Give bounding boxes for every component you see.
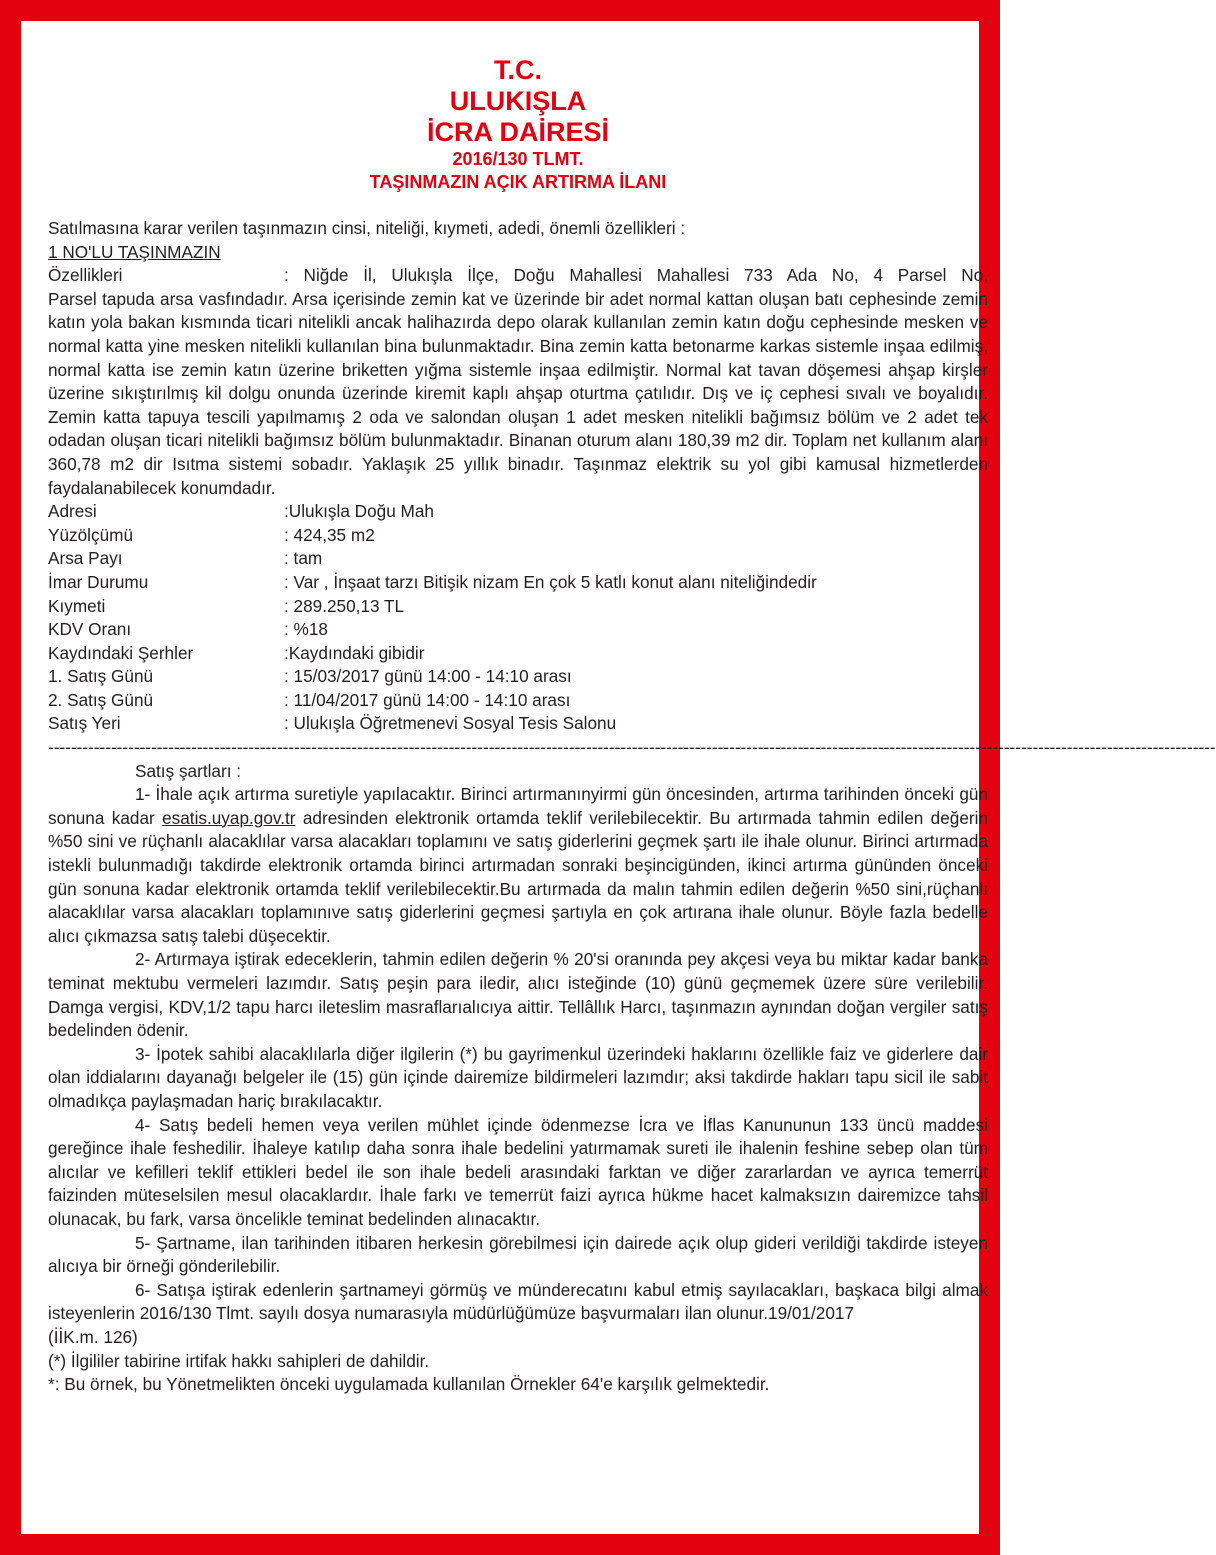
detail-row-vat (48, 618, 988, 642)
detail-label: Satış Yeri (48, 713, 121, 734)
condition-1-text-b: adresinden elektronik ortamda teklif verilebilecektir. Bu artırmada tahmin edilen değerin %50 sini ve rüçhanlı alacaklılar varsa alacakları toplamını ve satış giderlerini geçmek şartı ile ihale olunur. Birinci artırmada istekli bulunmadığı takdirde elektronik ortamda birinci artırmadan sonraki beşincigünden, ikinci artırma gününden önceki gün sonuna kadar elektronik ortamda teklif verilebilecektir.Bu artırmada da malın tahmin edilen değerin %50 sini,rüçhanlı alacaklılar varsa alacakları toplamınıve satış giderlerini geçmesi şartıyla en çok artırana ihale olunur. Böyle fazla bedelle alıcı çıkmazsa satış talebi düşecektir. (48, 807, 989, 946)
header-title: TAŞINMAZIN AÇIK ARTIRMA İLANI (369, 172, 667, 192)
detail-value: : 424,35 m2 (284, 524, 375, 545)
header (48, 55, 988, 194)
detail-label: Adresi (48, 501, 97, 522)
features-label: Özellikleri (48, 265, 123, 286)
detail-value: : 11/04/2017 günü 14:00 - 14:10 arası (284, 689, 571, 710)
detail-row-share (48, 547, 988, 571)
detail-value: : 15/03/2017 günü 14:00 - 14:10 arası (284, 666, 572, 687)
detail-value: :Ulukışla Doğu Mah (284, 501, 434, 522)
detail-label: 1. Satış Günü (48, 666, 154, 687)
features-description: Parsel tapuda arsa vasfındadır. Arsa içerisinde zemin kat ve üzerinde bir adet normal kattan oluşan batı cephesinde zemin katın yola bakan kısmında ticari nitelikli ancak halihazırda depo olarak kullanılan zemin katın doğu cephesinde mesken ve normal katta yine mesken nitelikli kullanılan bina bulunmaktadır. Bina zemin katta betonarme karkas sistemle inşaa edilmiş, normal katta ise zemin katın üzerine briketten yığma sistemle inşaa edilmiştir. Normal kat tavan döşemesi ahşap kirşler üzerine sıkıştırılmış kil dolgu onunda üzerinde kiremit kaplı ahşap oturtma çatılıdır. Dış ve iç cephesi sıvalı ve boyalıdır. Zemin katta tapuya tescili yapılmamış 2 oda ve salondan oluşan 1 adet mesken nitelikli bağımsız bölüm ve 2 adet tek odadan oluşan ticari nitelikli bağımsız bölüm bulunmaktadır. Binanan oturum alanı 180,39 m2 dir. Toplam net kullanım alanı 360,78 m2 dir Isıtma sistemi sobadır. Yaklaşık 25 yıllık binadır. Taşınmaz elektrik su yol gibi kamusal hizmetlerden faydalanabilecek konumdadır. (48, 288, 988, 498)
detail-row-address (48, 500, 988, 524)
esatis-link[interactable]: esatis.uyap.gov.tr (162, 807, 296, 828)
detail-row-annotations (48, 642, 988, 666)
features-first-line: : Niğde İl, Ulukışla İlçe, Doğu Mahallesi Mahallesi 733 Ada No, 4 Parsel No, (284, 265, 988, 286)
property-heading: 1 NO'LU TAŞINMAZIN (48, 241, 221, 262)
header-file-no: 2016/130 TLMT. (452, 149, 584, 169)
header-office: İCRA DAİRESİ (426, 117, 609, 147)
detail-row-sale-day-2 (48, 689, 988, 713)
detail-value: : %18 (284, 619, 328, 640)
detail-value: : Ulukışla Öğretmenevi Sosyal Tesis Salonu (284, 713, 617, 734)
detail-label: 2. Satış Günü (48, 689, 154, 710)
condition-2: 2- Artırmaya iştirak edeceklerin, tahmin edilen değerin % 20'si oranında pey akçesi veya bu miktar kadar banka teminat mektubu vermeleri lazımdır. Satış peşin para iledir, alıcı isteğinde (10) günü geçmemek üzere süre verilebilir. Damga vergisi, KDV,1/2 tapu harcı ileteslim masraflarıalıcıya aittir. Tellâllık Harcı, taşınmazın aynından doğan vergiler satış bedelinden ödenir. (48, 949, 988, 1041)
detail-value: : 289.250,13 TL (284, 595, 405, 616)
law-reference: (İİK.m. 126) (48, 1326, 138, 1347)
dashed-divider: ------------------------------------------------------------------------------------------------------------------------------------------------------------------------------------------------------------ (48, 737, 1216, 758)
detail-value: : tam (284, 548, 323, 569)
condition-1-text-a: 1- İhale açık artırma suretiyle yapılacaktır. Birinci artırmanınyirmi gün öncesinden, artırma tarihinden önceki gün sonuna kadar (48, 784, 988, 828)
details-list (48, 500, 988, 736)
detail-value: : Var , İnşaat tarzı Bitişik nizam En çok 5 katlı konut alanı niteliğindedir (284, 571, 817, 592)
detail-label: İmar Durumu (48, 571, 149, 592)
detail-row-value (48, 595, 988, 619)
header-town: ULUKIŞLA (449, 86, 587, 116)
condition-4: 4- Satış bedeli hemen veya verilen mühlet içinde ödenmezse İcra ve İflas Kanununun 133 üncü maddesi gereğince ihale feshedilir. İhaleye katılıp daha sonra ihale bedelini yatırmamak sureti ile ihalenin feshine sebep olan tüm alıcılar ve kefilleri teklif ettikleri bedel ile son ihale bedeli arasındaki farktan ve diğer zararlardan ve ayrıca temerrüt faizinden müteselsilen mesul olacaklardır. İhale farkı ve temerrüt faizi ayrıca hükme hacet kalmaksızın dairemizce tahsil olunacak, bu fark, varsa öncelikle teminat bedelinden alınacaktır. (48, 1114, 988, 1229)
detail-row-sale-day-1 (48, 665, 988, 689)
detail-label: Kıymeti (48, 595, 106, 616)
detail-row-sale-place (48, 712, 988, 736)
condition-3: 3- İpotek sahibi alacaklılarla diğer ilgilerin (*) bu gayrimenkul üzerindeki haklarını özellikle faiz ve giderlere dair olan iddialarını dayanağı belgeler ile (15) gün içinde dairemize bildirmeleri lazımdır; aksi takdirde hakları tapu sicil ile sabit olmadıkça paylaşmadan hariç bırakılacaktır. (48, 1043, 988, 1111)
announcement-content (48, 55, 1216, 1397)
detail-label: Yüzölçümü (48, 524, 134, 545)
detail-row-zoning (48, 571, 988, 595)
footnote-1: (*) İlgililer tabirine irtifak hakkı sahipleri de dahildir. (48, 1350, 430, 1371)
footnote-2: *: Bu örnek, bu Yönetmelikten önceki uygulamada kullanılan Örnekler 64'e karşılık gelmektedir. (48, 1374, 770, 1395)
features-row (48, 264, 988, 288)
detail-value: :Kaydındaki gibidir (284, 642, 425, 663)
conditions-heading: Satış şartları : (135, 760, 242, 781)
detail-label: KDV Oranı (48, 619, 132, 640)
detail-label: Kaydındaki Şerhler (48, 642, 194, 663)
condition-5: 5- Şartname, ilan tarihinden itibaren herkesin görebilmesi için dairede açık olup gideri verildiği takdirde isteyen alıcıya bir örneği gönderilebilir. (48, 1232, 988, 1277)
detail-row-area (48, 524, 988, 548)
header-tc: T.C. (493, 55, 542, 85)
detail-label: Arsa Payı (48, 548, 123, 569)
condition-6: 6- Satışa iştirak edenlerin şartnameyi görmüş ve münderecatını kabul etmiş sayılacakları, başkaca bilgi almak isteyenlerin 2016/130 Tlmt. sayılı dosya numarasıyla müdürlüğümüze başvurmaları ilan olunur.19/01/2017 (48, 1279, 988, 1324)
condition-1 (48, 783, 988, 948)
announcement-body (48, 217, 1216, 1397)
intro-text: Satılmasına karar verilen taşınmazın cinsi, niteliği, kıymeti, adedi, önemli özellikleri : (48, 218, 686, 238)
